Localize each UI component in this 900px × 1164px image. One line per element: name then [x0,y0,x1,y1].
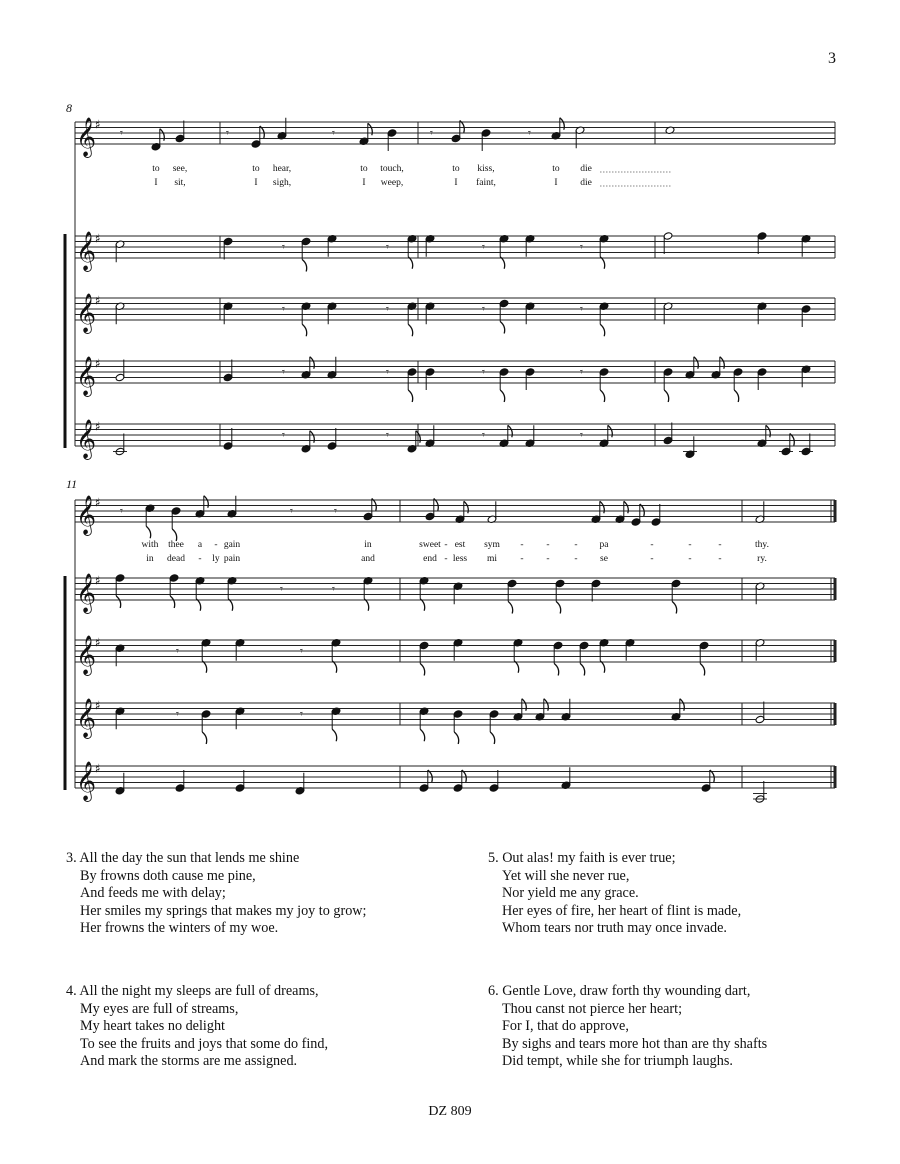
verse-line: Did tempt, while she for triumph laughs. [502,1053,733,1070]
lyric-syllable: faint, [476,178,496,188]
note-flag [608,425,613,437]
lyric-syllable: with [141,540,159,550]
lyric-syllable: - [214,540,218,550]
treble-clef-icon: 𝄞 [76,573,97,613]
lyric-syllable: die [580,178,592,188]
verse-line: Yet will she never rue, [502,867,630,884]
lyric-syllable: - [198,554,202,564]
note-flag [600,324,605,336]
lyric-syllable: touch, [380,164,404,174]
lyric-syllable: - [574,554,578,564]
lyric-syllable: - [546,554,550,564]
verse-line: Whom tears nor truth may once invade. [502,920,727,937]
lyric-syllable: gain [223,540,241,550]
verse-6 [488,983,767,1071]
eighth-rest-icon: 𝄾 [430,126,433,140]
lyric-syllable: - [520,540,524,550]
lyric-syllable: die [580,164,592,174]
note-flag [408,324,413,336]
verse-4 [66,983,328,1071]
eighth-rest-icon: 𝄾 [482,240,485,254]
lyric-syllable: ly [212,554,220,564]
eighth-rest-icon: 𝄾 [482,302,485,316]
lyric-syllable: - [650,554,654,564]
treble-clef-icon: 𝄞 [76,117,97,157]
treble-clef-icon: 𝄞 [76,635,97,675]
verse-line: Her eyes of fire, her heart of flint is made, [502,902,742,919]
lyric-syllable: pa [599,540,609,550]
page-number: 3 [828,50,836,67]
key-signature-sharp-icon: ♯ [95,419,101,434]
note-flag [364,599,369,611]
eighth-rest-icon: 𝄾 [282,428,285,442]
eighth-rest-icon: 𝄾 [386,240,389,254]
lyric-syllable: I [362,178,366,188]
lyric-syllable: sit, [174,178,186,188]
lyric-syllable: - [444,540,448,550]
note-flag [694,357,699,369]
lyric-syllable: se [600,554,608,564]
verse-line: 6. Gentle Love, draw forth thy wounding dart, [488,983,751,999]
key-signature-sharp-icon: ♯ [95,698,101,713]
eighth-rest-icon: 𝄾 [482,428,485,442]
note-flag [580,664,585,676]
note-flag [310,431,315,443]
eighth-rest-icon: 𝄾 [282,240,285,254]
verse-line: And feeds me with delay; [80,885,226,902]
key-signature-sharp-icon: ♯ [95,635,101,650]
verse-line: 3. All the day the sun that lends me shine [66,850,300,866]
note-flag [600,661,605,673]
note-flag [500,390,505,402]
note-flag [700,664,705,676]
lyric-syllable: kiss, [477,164,495,174]
lyric-syllable: see, [172,164,188,174]
note-flag [514,661,519,673]
note-flag [332,729,337,741]
key-signature-sharp-icon: ♯ [95,293,101,308]
note-flag [170,596,175,608]
note-flag [146,526,151,538]
verse-5 [488,850,741,938]
note-flag [664,390,669,402]
note-flag [720,357,725,369]
treble-clef-icon: 𝄞 [76,495,97,535]
eighth-rest-icon: 𝄾 [120,126,123,140]
verse-line: Nor yield me any grace. [502,885,639,902]
lyric-syllable: sigh, [272,178,292,188]
note-flag [302,260,307,272]
note-flag [624,501,629,513]
lyric-syllable: - [444,554,448,564]
eighth-rest-icon: 𝄾 [580,302,583,316]
lyric-syllable: pain [223,554,241,564]
note-flag [454,732,459,744]
key-signature-sharp-icon: ♯ [95,573,101,588]
lyrics-system-1 [152,164,672,188]
note-flag [508,425,513,437]
lyric-syllable: and [361,554,375,564]
lyric-syllable: est [454,540,466,550]
verse-line: Her frowns the winters of my woe. [80,920,279,937]
treble-clef-icon: 𝄞 [76,698,97,738]
note-flag [204,496,209,508]
note-flag [332,661,337,673]
note-flag [500,322,505,334]
note-flag [420,729,425,741]
lyric-syllable: to [252,164,260,174]
eighth-rest-icon: 𝄾 [120,504,123,518]
note-flag [490,732,495,744]
verse-line: 4. All the night my sleeps are full of dreams, [66,983,319,999]
eighth-rest-icon: 𝄾 [386,365,389,379]
lyric-syllable: - [574,540,578,550]
lyric-syllable: - [688,554,692,564]
treble-clef-icon: 𝄞 [76,419,97,459]
note-flag [420,664,425,676]
note-flag [408,390,413,402]
eighth-rest-icon: 𝄾 [482,365,485,379]
note-flag [672,602,677,614]
eighth-rest-icon: 𝄾 [300,707,303,721]
note-flag [202,732,207,744]
lyric-syllable: ry. [757,554,767,564]
eighth-rest-icon: 𝄾 [580,365,583,379]
treble-clef-icon: 𝄞 [76,231,97,271]
verse-line: Thou canst not pierce her heart; [502,1000,683,1017]
eighth-rest-icon: 𝄾 [280,582,283,596]
eighth-rest-icon: 𝄾 [580,428,583,442]
lyric-syllable: sweet [419,540,441,550]
lyric-syllable: - [718,554,722,564]
treble-clef-icon: 𝄞 [76,761,97,801]
lyric-syllable: dead [167,554,185,564]
lyric-syllable: I [254,178,258,188]
eighth-rest-icon: 𝄾 [386,428,389,442]
lyric-syllable: - [520,554,524,564]
key-signature-sharp-icon: ♯ [95,356,101,371]
eighth-rest-icon: 𝄾 [290,504,293,518]
note-flag [766,425,771,437]
note-flag [202,661,207,673]
treble-clef-icon: 𝄞 [76,293,97,333]
note-flag [508,602,513,614]
lyric-syllable: to [152,164,160,174]
note-flag [302,324,307,336]
verse-line: And mark the storms are me assigned. [80,1053,298,1070]
lyric-syllable: weep, [380,178,404,188]
lyric-syllable: in [146,554,154,564]
key-signature-sharp-icon: ♯ [95,117,101,132]
note-flag [600,501,605,513]
note-flag [228,599,233,611]
note-flag [600,390,605,402]
lyric-syllable: to [552,164,560,174]
lyric-syllable: - [688,540,692,550]
lyric-syllable: end [423,554,437,564]
eighth-rest-icon: 𝄾 [528,126,531,140]
footer-catalog-code: DZ 809 [428,1104,472,1119]
note-flag [408,257,413,269]
eighth-rest-icon: 𝄾 [386,302,389,316]
verse-line: By frowns doth cause me pine, [80,867,256,884]
measure-number-11: 11 [66,477,78,491]
verse-3 [66,850,366,938]
verse-line: 5. Out alas! my faith is ever true; [488,850,676,866]
note-flag [554,664,559,676]
lyric-syllable: thy. [755,540,769,550]
eighth-rest-icon: 𝄾 [176,644,179,658]
lyric-syllable: - [546,540,550,550]
lyrics-system-2 [142,540,769,564]
eighth-rest-icon: 𝄾 [226,126,229,140]
note-flag [464,501,469,513]
verse-line: By sighs and tears more hot than are thy shafts [502,1035,768,1052]
verse-line: My heart takes no delight [80,1018,225,1035]
eighth-rest-icon: 𝄾 [282,365,285,379]
key-signature-sharp-icon: ♯ [95,495,101,510]
key-signature-sharp-icon: ♯ [95,761,101,776]
lyric-syllable: hear, [272,164,292,174]
key-signature-sharp-icon: ♯ [95,231,101,246]
lyric-syllable: I [554,178,558,188]
treble-clef-icon: 𝄞 [76,356,97,396]
eighth-rest-icon: 𝄾 [580,240,583,254]
lyric-syllable: in [364,540,372,550]
verse-line: Her smiles my springs that makes my joy to grow; [80,902,367,919]
lyric-syllable: to [360,164,368,174]
eighth-rest-icon: 𝄾 [332,582,335,596]
verse-line: To see the fruits and joys that some do find, [80,1035,329,1052]
note-flag [196,599,201,611]
eighth-rest-icon: 𝄾 [300,644,303,658]
lyric-syllable: a [197,540,203,550]
lyric-syllable: - [650,540,654,550]
note-flag [556,602,561,614]
eighth-rest-icon: 𝄾 [334,504,337,518]
measure-number-8: 8 [66,101,72,115]
lyric-syllable: sym [484,540,500,550]
note-flag [116,596,121,608]
note-flag [420,599,425,611]
lyric-syllable: mi [486,554,498,564]
lyric-syllable: I [154,178,158,188]
eighth-rest-icon: 𝄾 [332,126,335,140]
note-flag [500,257,505,269]
lyric-syllable: thee [168,540,184,550]
verse-line: For I, that do approve, [502,1018,629,1035]
lyric-syllable: to [452,164,460,174]
lyric-syllable: - [718,540,722,550]
note-flag [600,257,605,269]
eighth-rest-icon: 𝄾 [176,707,179,721]
note-flag [310,357,315,369]
eighth-rest-icon: 𝄾 [282,302,285,316]
lyric-syllable: I [454,178,458,188]
note-flag [734,390,739,402]
lyric-syllable: less [452,554,468,564]
verse-line: My eyes are full of streams, [80,1000,239,1017]
